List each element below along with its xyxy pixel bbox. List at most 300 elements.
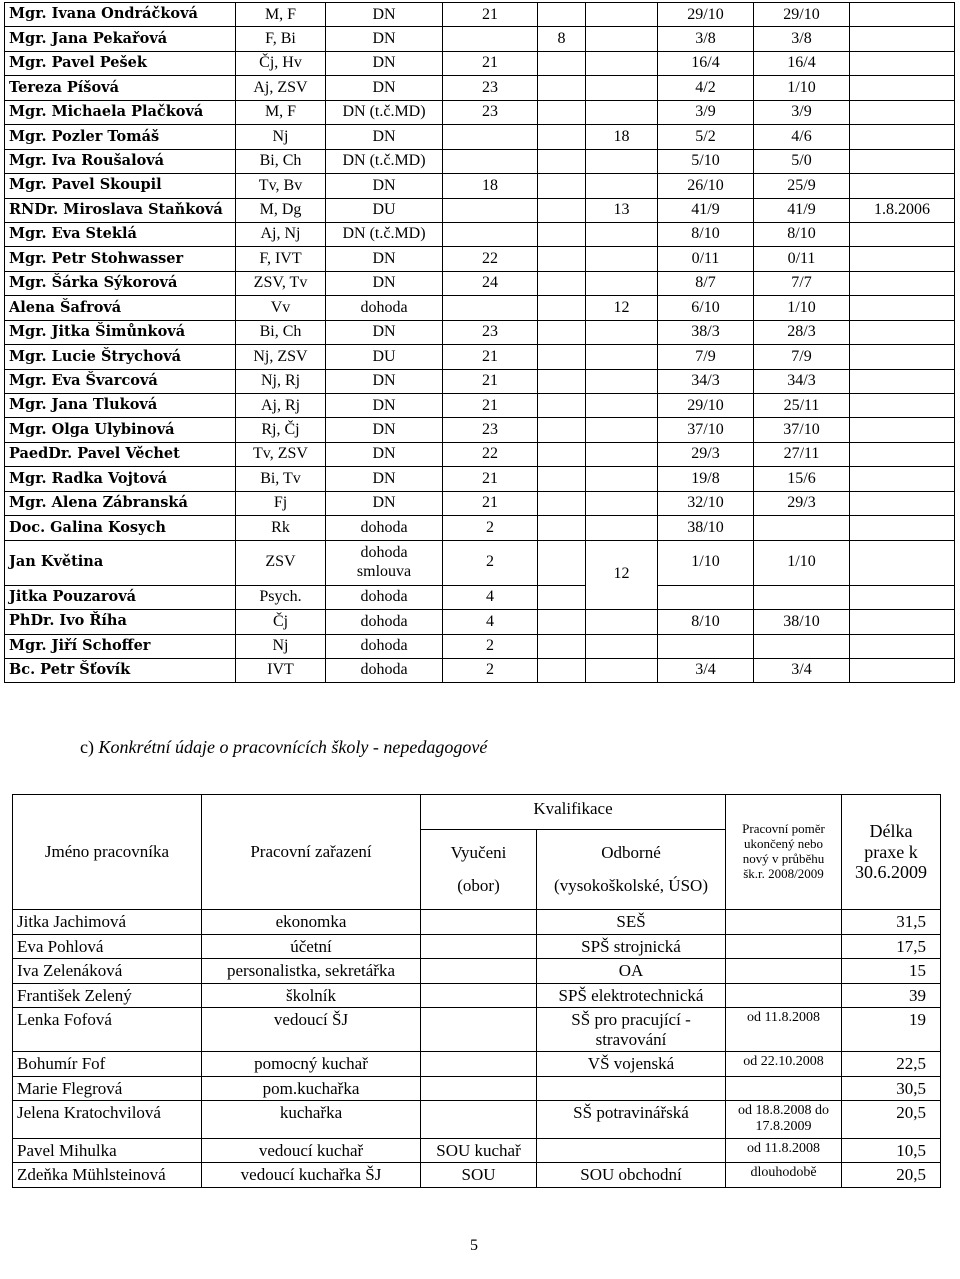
teacher-hours-3 xyxy=(586,369,658,393)
staff-name: Iva Zelenáková xyxy=(13,959,202,984)
teacher-date-2: 3/9 xyxy=(754,100,850,124)
teacher-subjects: Nj, ZSV xyxy=(236,345,326,369)
table-row xyxy=(5,394,955,418)
staff-ended: od 11.8.2008 xyxy=(726,1008,842,1052)
teacher-date-1: 16/4 xyxy=(658,51,754,75)
teacher-hours-2 xyxy=(538,418,586,442)
teacher-subjects: Fj xyxy=(236,491,326,515)
teacher-contract: DN xyxy=(326,320,443,344)
table-row xyxy=(5,149,955,173)
teacher-hours-2: 8 xyxy=(538,27,586,51)
teacher-date-1: 26/10 xyxy=(658,174,754,198)
staff-professional: OA xyxy=(537,959,726,984)
table-row xyxy=(5,369,955,393)
teacher-contract: DN xyxy=(326,271,443,295)
teacher-hours-3 xyxy=(586,394,658,418)
teacher-hours-2 xyxy=(538,247,586,271)
staff-professional: SEŠ xyxy=(537,910,726,935)
teacher-date-1 xyxy=(658,634,754,658)
staff-professional: VŠ vojenská xyxy=(537,1052,726,1077)
teacher-date-3 xyxy=(850,174,955,198)
teacher-contract: dohoda xyxy=(326,296,443,320)
teacher-date-2: 1/10 xyxy=(754,296,850,320)
teacher-date-2: 0/11 xyxy=(754,247,850,271)
teacher-name: Mgr. Lucie Štrychová xyxy=(5,345,236,369)
teacher-date-3 xyxy=(850,100,955,124)
table-row xyxy=(5,540,955,585)
teacher-name: Jitka Pouzarová xyxy=(5,585,236,609)
staff-position: vedoucí ŠJ xyxy=(202,1008,421,1052)
teacher-hours-3 xyxy=(586,658,658,682)
teacher-hours-2 xyxy=(538,100,586,124)
staff-praxe: 39 xyxy=(842,983,941,1008)
teacher-name: Mgr. Jana Tluková xyxy=(5,394,236,418)
table-row xyxy=(5,271,955,295)
teacher-name: Mgr. Ivana Ondráčková xyxy=(5,3,236,27)
teacher-hours-1: 23 xyxy=(443,418,538,442)
teacher-hours-1: 21 xyxy=(443,51,538,75)
teacher-hours-3 xyxy=(586,100,658,124)
teacher-subjects: Rj, Čj xyxy=(236,418,326,442)
teacher-name: Mgr. Jitka Šimůnková xyxy=(5,320,236,344)
staff-name: František Zelený xyxy=(13,983,202,1008)
teacher-date-3: 1.8.2006 xyxy=(850,198,955,222)
caption-prefix: c) xyxy=(80,737,94,757)
teacher-hours-3: 18 xyxy=(586,125,658,149)
teacher-name: Tereza Píšová xyxy=(5,76,236,100)
contract-line2: smlouva xyxy=(356,562,412,580)
teacher-date-1: 8/7 xyxy=(658,271,754,295)
teacher-subjects: Aj, ZSV xyxy=(236,76,326,100)
staff-ended xyxy=(726,910,842,935)
teacher-subjects: Bi, Tv xyxy=(236,467,326,491)
teacher-date-2: 8/10 xyxy=(754,222,850,246)
teacher-date-2 xyxy=(754,516,850,540)
teacher-date-1: 4/2 xyxy=(658,76,754,100)
teacher-hours-1: 22 xyxy=(443,247,538,271)
teacher-date-2: 16/4 xyxy=(754,51,850,75)
table-row xyxy=(5,610,955,634)
teacher-date-3 xyxy=(850,394,955,418)
header-qualification: Kvalifikace xyxy=(421,795,726,830)
teacher-subjects: ZSV, Tv xyxy=(236,271,326,295)
teacher-contract: DU xyxy=(326,345,443,369)
table-row xyxy=(5,3,955,27)
staff-praxe: 10,5 xyxy=(842,1138,941,1163)
staff-row xyxy=(13,1163,941,1188)
teacher-name: Mgr. Pavel Skoupil xyxy=(5,174,236,198)
teacher-hours-1 xyxy=(443,296,538,320)
teacher-contract: dohoda xyxy=(326,516,443,540)
teacher-date-3 xyxy=(850,634,955,658)
teacher-date-1: 37/10 xyxy=(658,418,754,442)
teacher-hours-3 xyxy=(586,491,658,515)
teacher-date-2 xyxy=(754,634,850,658)
staff-professional: SŠ pro pracující - stravování xyxy=(537,1008,726,1052)
staff-ended xyxy=(726,1076,842,1101)
table-row xyxy=(5,585,955,609)
table-row xyxy=(5,51,955,75)
header-praxe xyxy=(842,795,941,910)
teacher-date-3 xyxy=(850,27,955,51)
staff-trained xyxy=(421,1008,537,1052)
teacher-date-2: 29/10 xyxy=(754,3,850,27)
teacher-subjects: Tv, Bv xyxy=(236,174,326,198)
teacher-contract: dohoda xyxy=(326,658,443,682)
teacher-subjects: F, Bi xyxy=(236,27,326,51)
teacher-name: Mgr. Petr Stohwasser xyxy=(5,247,236,271)
teacher-hours-3 xyxy=(586,27,658,51)
staff-table-body xyxy=(13,795,941,1188)
teacher-date-2: 25/9 xyxy=(754,174,850,198)
teacher-contract: DN (t.č.MD) xyxy=(326,149,443,173)
teacher-contract: DN xyxy=(326,27,443,51)
staff-professional: SPŠ elektrotechnická xyxy=(537,983,726,1008)
teacher-contract xyxy=(326,540,443,585)
teacher-date-1: 41/9 xyxy=(658,198,754,222)
staff-row xyxy=(13,1008,941,1052)
table-row xyxy=(5,320,955,344)
teacher-date-3 xyxy=(850,540,955,585)
table-row xyxy=(5,76,955,100)
teacher-contract: DN (t.č.MD) xyxy=(326,100,443,124)
teacher-hours-2 xyxy=(538,540,586,585)
staff-professional: SŠ potravinářská xyxy=(537,1101,726,1138)
teacher-hours-2 xyxy=(538,585,586,609)
teacher-date-3 xyxy=(850,320,955,344)
teacher-name: RNDr. Miroslava Staňková xyxy=(5,198,236,222)
staff-row xyxy=(13,1076,941,1101)
teacher-subjects: Bi, Ch xyxy=(236,149,326,173)
teacher-contract: DN xyxy=(326,3,443,27)
staff-position: školník xyxy=(202,983,421,1008)
teacher-hours-1: 22 xyxy=(443,442,538,466)
teacher-hours-3 xyxy=(586,345,658,369)
teacher-hours-2 xyxy=(538,634,586,658)
staff-position: kuchařka xyxy=(202,1101,421,1138)
teacher-date-1: 1/10 xyxy=(658,540,754,585)
teacher-hours-3 xyxy=(586,320,658,344)
teacher-contract: DN xyxy=(326,76,443,100)
teacher-hours-1 xyxy=(443,149,538,173)
teacher-date-3 xyxy=(850,149,955,173)
teacher-subjects: Bi, Ch xyxy=(236,320,326,344)
teacher-hours-2 xyxy=(538,491,586,515)
staff-name: Eva Pohlová xyxy=(13,934,202,959)
table-row xyxy=(5,247,955,271)
teacher-contract: DN (t.č.MD) xyxy=(326,222,443,246)
teacher-hours-3 xyxy=(586,634,658,658)
staff-row xyxy=(13,934,941,959)
teacher-date-2: 28/3 xyxy=(754,320,850,344)
teacher-date-2: 7/7 xyxy=(754,271,850,295)
table-row xyxy=(5,222,955,246)
teacher-hours-1: 21 xyxy=(443,3,538,27)
staff-praxe: 20,5 xyxy=(842,1163,941,1188)
teacher-name: Mgr. Šárka Sýkorová xyxy=(5,271,236,295)
teacher-subjects: Tv, ZSV xyxy=(236,442,326,466)
teacher-date-3 xyxy=(850,271,955,295)
teacher-hours-2 xyxy=(538,467,586,491)
teacher-hours-2 xyxy=(538,369,586,393)
staff-trained xyxy=(421,983,537,1008)
teacher-hours-2 xyxy=(538,610,586,634)
teacher-name: Bc. Petr Šťovík xyxy=(5,658,236,682)
table-row xyxy=(5,345,955,369)
header-name: Jméno pracovníka xyxy=(13,795,202,910)
header-ended-line3: nový v průběhu xyxy=(742,851,825,866)
teacher-date-2: 38/10 xyxy=(754,610,850,634)
teacher-date-1: 3/9 xyxy=(658,100,754,124)
teacher-date-1: 29/10 xyxy=(658,3,754,27)
teacher-name: Mgr. Jiří Schoffer xyxy=(5,634,236,658)
teacher-date-3 xyxy=(850,51,955,75)
teacher-hours-3 xyxy=(586,76,658,100)
table-row xyxy=(5,296,955,320)
teacher-name: Mgr. Pozler Tomáš xyxy=(5,125,236,149)
teacher-date-2: 34/3 xyxy=(754,369,850,393)
teacher-hours-2 xyxy=(538,345,586,369)
staff-name: Pavel Mihulka xyxy=(13,1138,202,1163)
staff-ended: od 11.8.2008 xyxy=(726,1138,842,1163)
header-trained-sub: (obor) xyxy=(457,875,500,895)
teacher-subjects: Čj xyxy=(236,610,326,634)
teacher-date-2: 5/0 xyxy=(754,149,850,173)
staff-professional xyxy=(537,1138,726,1163)
teacher-date-1: 38/10 xyxy=(658,516,754,540)
teacher-hours-3 xyxy=(586,222,658,246)
table-row xyxy=(5,516,955,540)
staff-position: pom.kuchařka xyxy=(202,1076,421,1101)
staff-position: účetní xyxy=(202,934,421,959)
table-row xyxy=(5,658,955,682)
teacher-date-1: 29/3 xyxy=(658,442,754,466)
teacher-name: Mgr. Radka Vojtová xyxy=(5,467,236,491)
teacher-hours-3 xyxy=(586,610,658,634)
teacher-contract: DU xyxy=(326,198,443,222)
teacher-hours-3 xyxy=(586,516,658,540)
teacher-contract: DN xyxy=(326,174,443,198)
staff-ended: dlouhodobě xyxy=(726,1163,842,1188)
teacher-date-1: 8/10 xyxy=(658,610,754,634)
teacher-date-3 xyxy=(850,418,955,442)
staff-ended: od 18.8.2008 do 17.8.2009 xyxy=(726,1101,842,1138)
teacher-date-3 xyxy=(850,3,955,27)
teacher-hours-3: 12 xyxy=(586,296,658,320)
teacher-name: Alena Šafrová xyxy=(5,296,236,320)
teacher-date-2: 41/9 xyxy=(754,198,850,222)
staff-professional: SPŠ strojnická xyxy=(537,934,726,959)
teacher-date-3 xyxy=(850,491,955,515)
teacher-hours-1: 24 xyxy=(443,271,538,295)
header-professional-sub: (vysokoškolské, ÚSO) xyxy=(554,875,708,895)
teacher-hours-2 xyxy=(538,320,586,344)
teacher-contract: DN xyxy=(326,51,443,75)
teacher-date-3 xyxy=(850,610,955,634)
teacher-date-1: 3/8 xyxy=(658,27,754,51)
teacher-date-1: 0/11 xyxy=(658,247,754,271)
teacher-name: Doc. Galina Kosych xyxy=(5,516,236,540)
teacher-date-1: 7/9 xyxy=(658,345,754,369)
teacher-name: PaedDr. Pavel Věchet xyxy=(5,442,236,466)
staff-trained xyxy=(421,1052,537,1077)
teacher-subjects: Psych. xyxy=(236,585,326,609)
teacher-subjects: Vv xyxy=(236,296,326,320)
teacher-subjects: ZSV xyxy=(236,540,326,585)
teacher-hours-1 xyxy=(443,198,538,222)
table-row xyxy=(5,27,955,51)
teacher-hours-3 xyxy=(586,51,658,75)
staff-professional xyxy=(537,1076,726,1101)
teacher-name: PhDr. Ivo Říha xyxy=(5,610,236,634)
teacher-contract: DN xyxy=(326,491,443,515)
teacher-name: Mgr. Olga Ulybinová xyxy=(5,418,236,442)
staff-name: Jelena Kratochvilová xyxy=(13,1101,202,1138)
staff-praxe: 19 xyxy=(842,1008,941,1052)
teacher-name: Mgr. Pavel Pešek xyxy=(5,51,236,75)
staff-row xyxy=(13,910,941,935)
teacher-date-3 xyxy=(850,658,955,682)
teacher-hours-2 xyxy=(538,174,586,198)
table-row xyxy=(5,491,955,515)
staff-row xyxy=(13,1138,941,1163)
teacher-date-1: 5/2 xyxy=(658,125,754,149)
teacher-subjects: M, F xyxy=(236,3,326,27)
table-row xyxy=(5,125,955,149)
teacher-date-1: 8/10 xyxy=(658,222,754,246)
teacher-hours-3 xyxy=(586,418,658,442)
teacher-name: Mgr. Jana Pekařová xyxy=(5,27,236,51)
teacher-date-2: 29/3 xyxy=(754,491,850,515)
teacher-hours-1: 21 xyxy=(443,491,538,515)
teacher-contract: DN xyxy=(326,418,443,442)
teacher-subjects: M, Dg xyxy=(236,198,326,222)
teacher-date-2: 3/8 xyxy=(754,27,850,51)
header-praxe-line3: 30.6.2009 xyxy=(855,862,928,883)
teacher-name: Mgr. Michaela Plačková xyxy=(5,100,236,124)
section-caption xyxy=(80,737,487,758)
teacher-hours-1: 21 xyxy=(443,394,538,418)
teacher-hours-1: 2 xyxy=(443,540,538,585)
teacher-contract: DN xyxy=(326,125,443,149)
header-ended-line2: ukončený nebo xyxy=(743,836,824,852)
teacher-hours-1 xyxy=(443,125,538,149)
teacher-date-2: 1/10 xyxy=(754,76,850,100)
teacher-subjects: Čj, Hv xyxy=(236,51,326,75)
header-praxe-line2: praxe k xyxy=(864,841,918,862)
staff-ended xyxy=(726,934,842,959)
teacher-hours-2 xyxy=(538,394,586,418)
teacher-date-2 xyxy=(754,585,850,609)
teacher-hours-1: 23 xyxy=(443,320,538,344)
teacher-hours-2 xyxy=(538,658,586,682)
header-trained xyxy=(421,830,537,910)
staff-trained xyxy=(421,1076,537,1101)
teacher-date-3 xyxy=(850,369,955,393)
teacher-hours-2 xyxy=(538,296,586,320)
staff-name: Bohumír Fof xyxy=(13,1052,202,1077)
teacher-date-2: 7/9 xyxy=(754,345,850,369)
header-praxe-line1: Délka xyxy=(869,820,913,841)
staff-name: Zdeňka Mühlsteinová xyxy=(13,1163,202,1188)
teacher-hours-2 xyxy=(538,198,586,222)
teacher-contract: DN xyxy=(326,442,443,466)
teacher-date-1: 3/4 xyxy=(658,658,754,682)
teacher-date-1 xyxy=(658,585,754,609)
staff-praxe: 22,5 xyxy=(842,1052,941,1077)
teacher-contract: dohoda xyxy=(326,610,443,634)
teacher-subjects: Nj xyxy=(236,125,326,149)
teacher-date-3 xyxy=(850,222,955,246)
staff-trained xyxy=(421,910,537,935)
staff-position: pomocný kuchař xyxy=(202,1052,421,1077)
teacher-contract: dohoda xyxy=(326,585,443,609)
teacher-hours-2 xyxy=(538,51,586,75)
teacher-hours-1: 23 xyxy=(443,100,538,124)
teacher-date-1: 29/10 xyxy=(658,394,754,418)
teacher-subjects: M, F xyxy=(236,100,326,124)
teacher-hours-3 xyxy=(586,3,658,27)
teacher-hours-1: 4 xyxy=(443,585,538,609)
teacher-date-2: 27/11 xyxy=(754,442,850,466)
teacher-date-3 xyxy=(850,516,955,540)
teacher-subjects: Nj xyxy=(236,634,326,658)
header-ended-line4: šk.r. 2008/2009 xyxy=(743,865,824,881)
teacher-name: Mgr. Iva Roušalová xyxy=(5,149,236,173)
staff-row xyxy=(13,1052,941,1077)
staff-ended: od 22.10.2008 xyxy=(726,1052,842,1077)
contract-line1: dohoda xyxy=(360,544,408,562)
staff-ended xyxy=(726,983,842,1008)
teacher-date-2: 4/6 xyxy=(754,125,850,149)
teacher-date-2: 15/6 xyxy=(754,467,850,491)
staff-ended xyxy=(726,959,842,984)
teacher-hours-2 xyxy=(538,516,586,540)
teacher-name: Mgr. Alena Zábranská xyxy=(5,491,236,515)
teacher-hours-1: 23 xyxy=(443,76,538,100)
header-ended-line1: Pracovní poměr xyxy=(742,821,825,837)
table-row xyxy=(5,634,955,658)
teacher-date-3 xyxy=(850,585,955,609)
staff-trained xyxy=(421,934,537,959)
table-row xyxy=(5,467,955,491)
teacher-date-1: 6/10 xyxy=(658,296,754,320)
staff-position: ekonomka xyxy=(202,910,421,935)
header-position: Pracovní zařazení xyxy=(202,795,421,910)
header-trained-label: Vyučeni xyxy=(450,843,507,863)
teacher-hours-2 xyxy=(538,442,586,466)
header-professional xyxy=(537,830,726,910)
teacher-subjects: Aj, Rj xyxy=(236,394,326,418)
teacher-contract: DN xyxy=(326,369,443,393)
teacher-contract: DN xyxy=(326,467,443,491)
teacher-hours-1: 21 xyxy=(443,369,538,393)
teacher-contract: dohoda xyxy=(326,634,443,658)
teacher-date-1: 19/8 xyxy=(658,467,754,491)
teacher-date-1: 5/10 xyxy=(658,149,754,173)
staff-name: Lenka Fofová xyxy=(13,1008,202,1052)
header-professional-label: Odborné xyxy=(601,843,661,863)
staff-position: personalistka, sekretářka xyxy=(202,959,421,984)
teacher-hours-1: 2 xyxy=(443,516,538,540)
teacher-name: Mgr. Eva Steklá xyxy=(5,222,236,246)
table-row xyxy=(5,198,955,222)
teacher-hours-1 xyxy=(443,27,538,51)
teacher-hours-3 xyxy=(586,247,658,271)
teacher-hours-1: 18 xyxy=(443,174,538,198)
teacher-hours-1 xyxy=(443,222,538,246)
teacher-hours-1: 2 xyxy=(443,634,538,658)
